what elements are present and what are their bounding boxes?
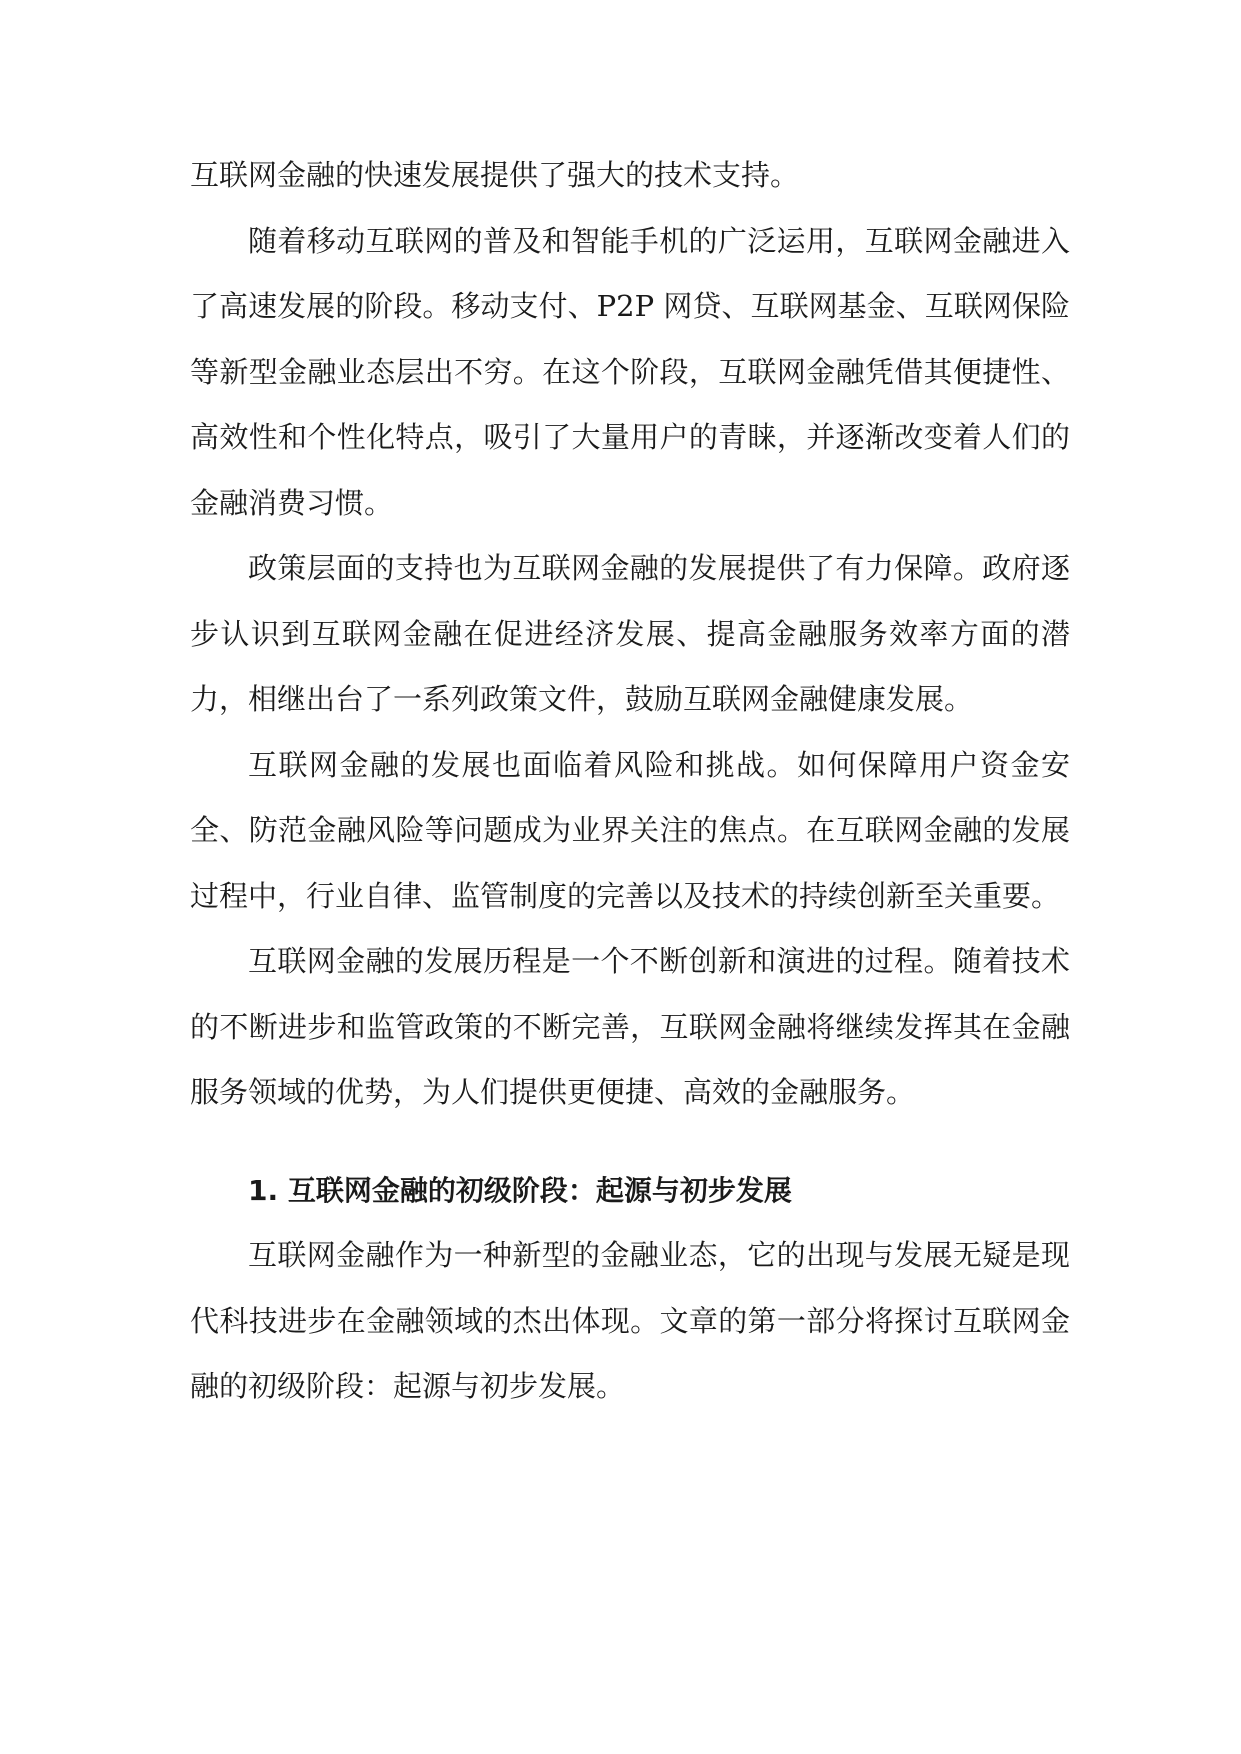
- paragraph-policy-support: 政策层面的支持也为互联网金融的发展提供了有力保障。政府逐步认识到互联网金融在促进经济发展、提高金融服务效率方面的潜力，相继出台了一系列政策文件，鼓励互联网金融健康发展。: [190, 551, 1070, 716]
- paragraph-risks-challenges: 互联网金融的发展也面临着风险和挑战。如何保障用户资金安全、防范金融风险等问题成为业界关注的焦点。在互联网金融的发展过程中，行业自律、监管制度的完善以及技术的持续创新至关重要。: [190, 747, 1070, 913]
- paragraph-mobile-internet: 随着移动互联网的普及和智能手机的广泛运用，互联网金融进入了高速发展的阶段。移动支付、P2P 网贷、互联网基金、互联网保险等新型金融业态层出不穷。在这个阶段，互联网金融凭借其便捷性、高效性和个性化特点，吸引了大量用户的青睐，并逐渐改变着人们的金融消费习惯。: [190, 223, 1070, 520]
- document-body: [190, 143, 1070, 1420]
- section-heading: 1. 互联网金融的初级阶段：起源与初步发展: [248, 1173, 792, 1207]
- paragraph-continuation: 互联网金融的快速发展提供了强大的技术支持。: [190, 158, 800, 192]
- paragraph-development-history: 互联网金融的发展历程是一个不断创新和演进的过程。随着技术的不断进步和监管政策的不断完善，互联网金融将继续发挥其在金融服务领域的优势，为人们提供更便捷、高效的金融服务。: [190, 944, 1070, 1109]
- paragraph-section-intro: 互联网金融作为一种新型的金融业态，它的出现与发展无疑是现代科技进步在金融领域的杰出体现。文章的第一部分将探讨互联网金融的初级阶段：起源与初步发展。: [190, 1238, 1070, 1403]
